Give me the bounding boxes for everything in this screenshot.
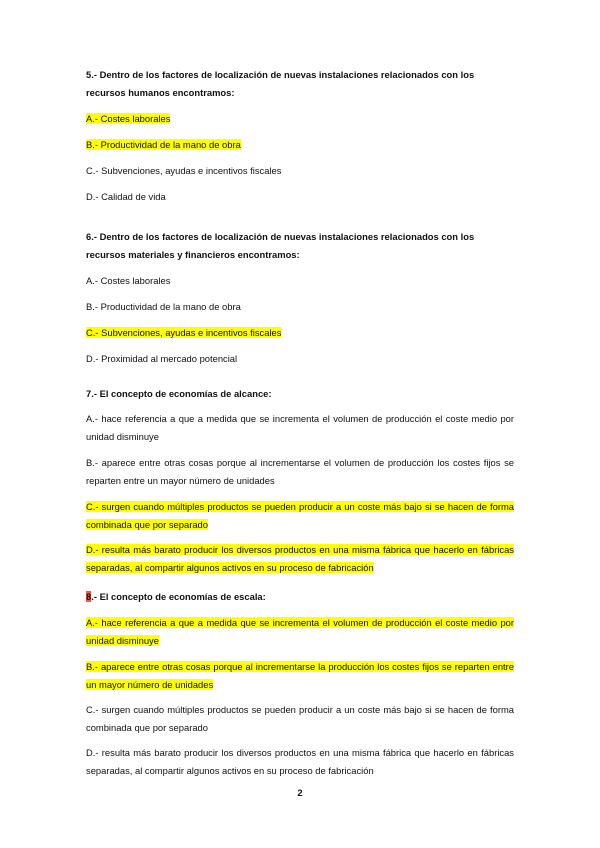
question-8 bbox=[86, 588, 514, 780]
question-7-title: 7.- El concepto de economías de alcance: bbox=[86, 388, 272, 399]
question-7-option-d: D.- resulta más barato producir los diversos productos en una misma fábrica que hacerlo en fábricas separadas, al compartir algunos activos en su proceso de fabricación bbox=[86, 544, 514, 573]
question-8-option-b: B.- aparece entre otras cosas porque al incrementarse la producción los costes fijos se reparten entre un mayor número de unidades bbox=[86, 661, 514, 690]
question-8-option-a: A.- hace referencia a que a medida que se incrementa el volumen de producción el coste medio por unidad disminuye bbox=[86, 617, 514, 646]
question-5-option-a: A.- Costes laborales bbox=[86, 113, 171, 124]
question-8-option-d: D.- resulta más barato producir los diversos productos en una misma fábrica que hacerlo en fábricas separadas, al compartir algunos activos en su proceso de fabricación bbox=[86, 747, 514, 776]
question-6-number: 6.- bbox=[86, 231, 97, 242]
question-6 bbox=[86, 228, 514, 368]
question-5-title: 5.- Dentro de los factores de localización de nuevas instalaciones relacionados con los recursos humanos encontramos: bbox=[86, 69, 475, 98]
question-8-title: 8.- El concepto de economías de escala: bbox=[86, 591, 266, 602]
page-number: 2 bbox=[297, 787, 303, 798]
question-8-option-c: C.- surgen cuando múltiples productos se pueden producir a un coste más bajo si se hacen de forma combinada que por separado bbox=[86, 704, 514, 733]
question-5 bbox=[86, 66, 514, 206]
question-6-option-d: D.- Proximidad al mercado potencial bbox=[86, 353, 238, 364]
question-5-option-d: D.- Calidad de vida bbox=[86, 191, 166, 202]
question-7-option-c: C.- surgen cuando múltiples productos se pueden producir a un coste más bajo si se hacen de forma combinada que por separado bbox=[86, 501, 514, 530]
question-7-option-a: A.- hace referencia a que a medida que se incrementa el volumen de producción el coste medio por unidad disminuye bbox=[86, 413, 514, 442]
question-7-number: 7.- bbox=[86, 388, 97, 399]
question-6-option-a: A.- Costes laborales bbox=[86, 275, 171, 286]
question-5-number: 5.- bbox=[86, 69, 97, 80]
question-5-option-c: C.- Subvenciones, ayudas e incentivos fiscales bbox=[86, 165, 282, 176]
question-8-number: 8.- bbox=[86, 591, 97, 602]
question-5-option-b: B.- Productividad de la mano de obra bbox=[86, 139, 241, 150]
question-6-title: 6.- Dentro de los factores de localización de nuevas instalaciones relacionados con los recursos materiales y financieros encontramos: bbox=[86, 231, 475, 260]
question-7-option-b: B.- aparece entre otras cosas porque al incrementarse el volumen de producción los costes fijos se reparten entre un mayor número de unidades bbox=[86, 457, 514, 486]
question-7 bbox=[86, 385, 514, 577]
question-6-option-c: C.- Subvenciones, ayudas e incentivos fiscales bbox=[86, 327, 282, 338]
question-8-number-mark: 8 bbox=[86, 591, 92, 602]
question-6-option-b: B.- Productividad de la mano de obra bbox=[86, 301, 241, 312]
